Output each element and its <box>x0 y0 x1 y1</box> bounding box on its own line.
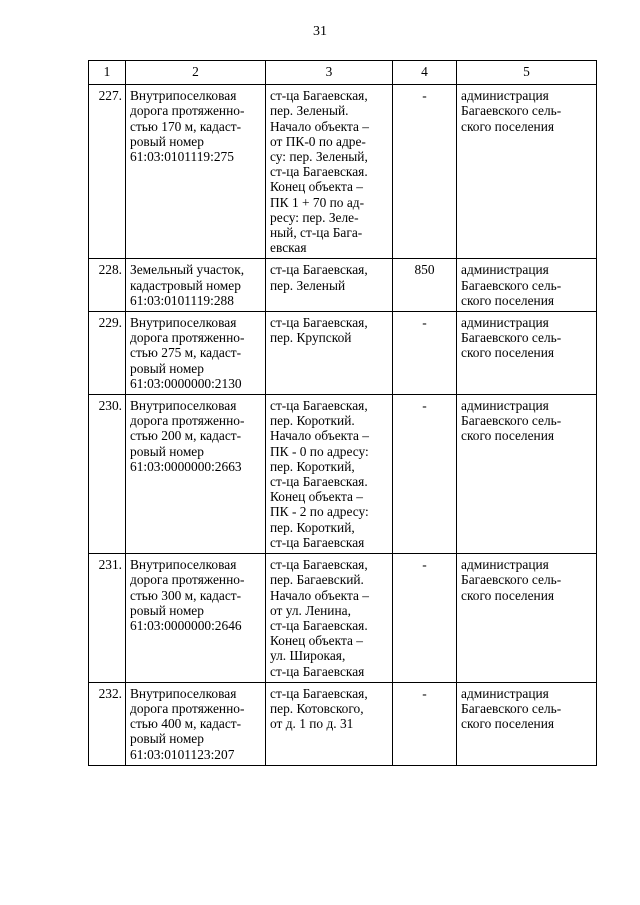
object-address: ст-ца Багаевская, пер. Зеленый <box>266 259 393 312</box>
row-number: 228. <box>89 259 126 312</box>
property-table <box>88 60 597 766</box>
object-address: ст-ца Багаевская, пер. Багаевский. Начало объекта – от ул. Ленина, ст-ца Багаевская. Конец объекта – ул. Широкая, ст-ца Багаевская <box>266 554 393 683</box>
object-name: Внутрипоселковая дорога протяженно- стью 300 м, кадаст- ровый номер 61:03:0000000:2646 <box>126 554 266 683</box>
row-number: 230. <box>89 395 126 554</box>
object-address: ст-ца Багаевская, пер. Короткий. Начало объекта – ПК - 0 по адресу: пер. Короткий, ст-ца Багаевская. Конец объекта – ПК - 2 по адресу: пер. Короткий, ст-ца Багаевская <box>266 395 393 554</box>
table-row <box>89 554 597 683</box>
column-header-2: 2 <box>126 61 266 85</box>
rights-holder: администрация Багаевского сель- ского поселения <box>457 312 597 395</box>
object-area: - <box>393 554 457 683</box>
table-row <box>89 85 597 259</box>
object-area: - <box>393 85 457 259</box>
object-area: - <box>393 312 457 395</box>
rights-holder: администрация Багаевского сель- ского поселения <box>457 395 597 554</box>
object-address: ст-ца Багаевская, пер. Котовского, от д. 1 по д. 31 <box>266 682 393 765</box>
column-header-4: 4 <box>393 61 457 85</box>
header-row <box>89 61 597 85</box>
object-name: Земельный участок, кадастровый номер 61:03:0101119:288 <box>126 259 266 312</box>
table-row <box>89 312 597 395</box>
row-number: 229. <box>89 312 126 395</box>
row-number: 227. <box>89 85 126 259</box>
rights-holder: администрация Багаевского сель- ского поселения <box>457 85 597 259</box>
object-address: ст-ца Багаевская, пер. Зеленый. Начало объекта – от ПК-0 по адре- су: пер. Зеленый, ст-ца Багаевская. Конец объекта – ПК 1 + 70 по ад- ресу: пер. Зеле- ный, ст-ца Бага- евская <box>266 85 393 259</box>
object-name: Внутрипоселковая дорога протяженно- стью 170 м, кадаст- ровый номер 61:03:0101119:275 <box>126 85 266 259</box>
rights-holder: администрация Багаевского сель- ского поселения <box>457 554 597 683</box>
table-row <box>89 395 597 554</box>
rights-holder: администрация Багаевского сель- ского поселения <box>457 259 597 312</box>
page-number: 31 <box>313 24 327 39</box>
row-number: 231. <box>89 554 126 683</box>
table-row <box>89 682 597 765</box>
object-name: Внутрипоселковая дорога протяженно- стью 275 м, кадаст- ровый номер 61:03:0000000:2130 <box>126 312 266 395</box>
column-header-5: 5 <box>457 61 597 85</box>
object-area: 850 <box>393 259 457 312</box>
object-area: - <box>393 395 457 554</box>
table-row <box>89 259 597 312</box>
object-address: ст-ца Багаевская, пер. Крупской <box>266 312 393 395</box>
object-name: Внутрипоселковая дорога протяженно- стью 400 м, кадаст- ровый номер 61:03:0101123:207 <box>126 682 266 765</box>
object-area: - <box>393 682 457 765</box>
object-name: Внутрипоселковая дорога протяженно- стью 200 м, кадаст- ровый номер 61:03:0000000:2663 <box>126 395 266 554</box>
column-header-1: 1 <box>89 61 126 85</box>
table-header <box>89 61 597 85</box>
column-header-3: 3 <box>266 61 393 85</box>
rights-holder: администрация Багаевского сель- ского поселения <box>457 682 597 765</box>
row-number: 232. <box>89 682 126 765</box>
